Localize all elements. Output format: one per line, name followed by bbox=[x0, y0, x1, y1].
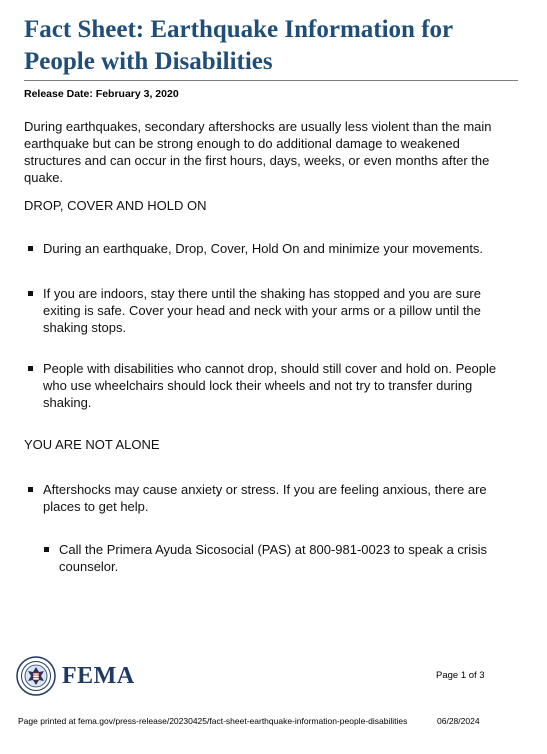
page-title: Fact Sheet: Earthquake Information for People with Disabilities bbox=[24, 16, 453, 75]
printed-date: 06/28/2024 bbox=[437, 716, 480, 726]
list-item bbox=[28, 481, 508, 515]
list-item bbox=[28, 240, 498, 257]
list-item bbox=[28, 360, 518, 411]
bullet-square-icon bbox=[44, 547, 49, 552]
release-date: Release Date: February 3, 2020 bbox=[24, 88, 179, 100]
printed-url: Page printed at fema.gov/press-release/20230425/fact-sheet-earthquake-information-people-disabilities bbox=[18, 716, 408, 726]
bullet-square-icon bbox=[28, 366, 33, 371]
fema-wordmark: FEMA bbox=[62, 662, 135, 689]
bullet-square-icon bbox=[28, 291, 33, 296]
fema-logo bbox=[16, 656, 135, 696]
list-item-text: Aftershocks may cause anxiety or stress. If you are feeling anxious, there are places to get help. bbox=[43, 482, 487, 514]
dhs-seal-icon bbox=[16, 656, 56, 696]
bullet-square-icon bbox=[28, 246, 33, 251]
list-item-text: Call the Primera Ayuda Sicosocial (PAS) at 800-981-0023 to speak a crisis counselor. bbox=[59, 542, 488, 574]
intro-paragraph: During earthquakes, secondary aftershocks are usually less violent than the main earthquake but can be strong enough to do additional damage to weakened structures and can occur in the first hours, days, weeks, or even months after the quake. bbox=[24, 119, 492, 185]
list-item-text: During an earthquake, Drop, Cover, Hold On and minimize your movements. bbox=[43, 241, 484, 256]
section-heading-not-alone: YOU ARE NOT ALONE bbox=[24, 437, 160, 452]
section-heading-drop-cover: DROP, COVER AND HOLD ON bbox=[24, 198, 207, 213]
title-divider bbox=[24, 80, 518, 81]
list-item bbox=[28, 285, 508, 336]
list-item-text: If you are indoors, stay there until the shaking has stopped and you are sure exiting is safe. Cover your head and neck with your arms or a pillow until the shaking stops. bbox=[43, 286, 481, 335]
page-number: Page 1 of 3 bbox=[436, 670, 485, 681]
sub-list-item bbox=[44, 541, 514, 575]
bullet-square-icon bbox=[28, 487, 33, 492]
list-item-text: People with disabilities who cannot drop, should still cover and hold on. People who use wheelchairs should lock their wheels and not try to transfer during shaking. bbox=[43, 361, 497, 410]
